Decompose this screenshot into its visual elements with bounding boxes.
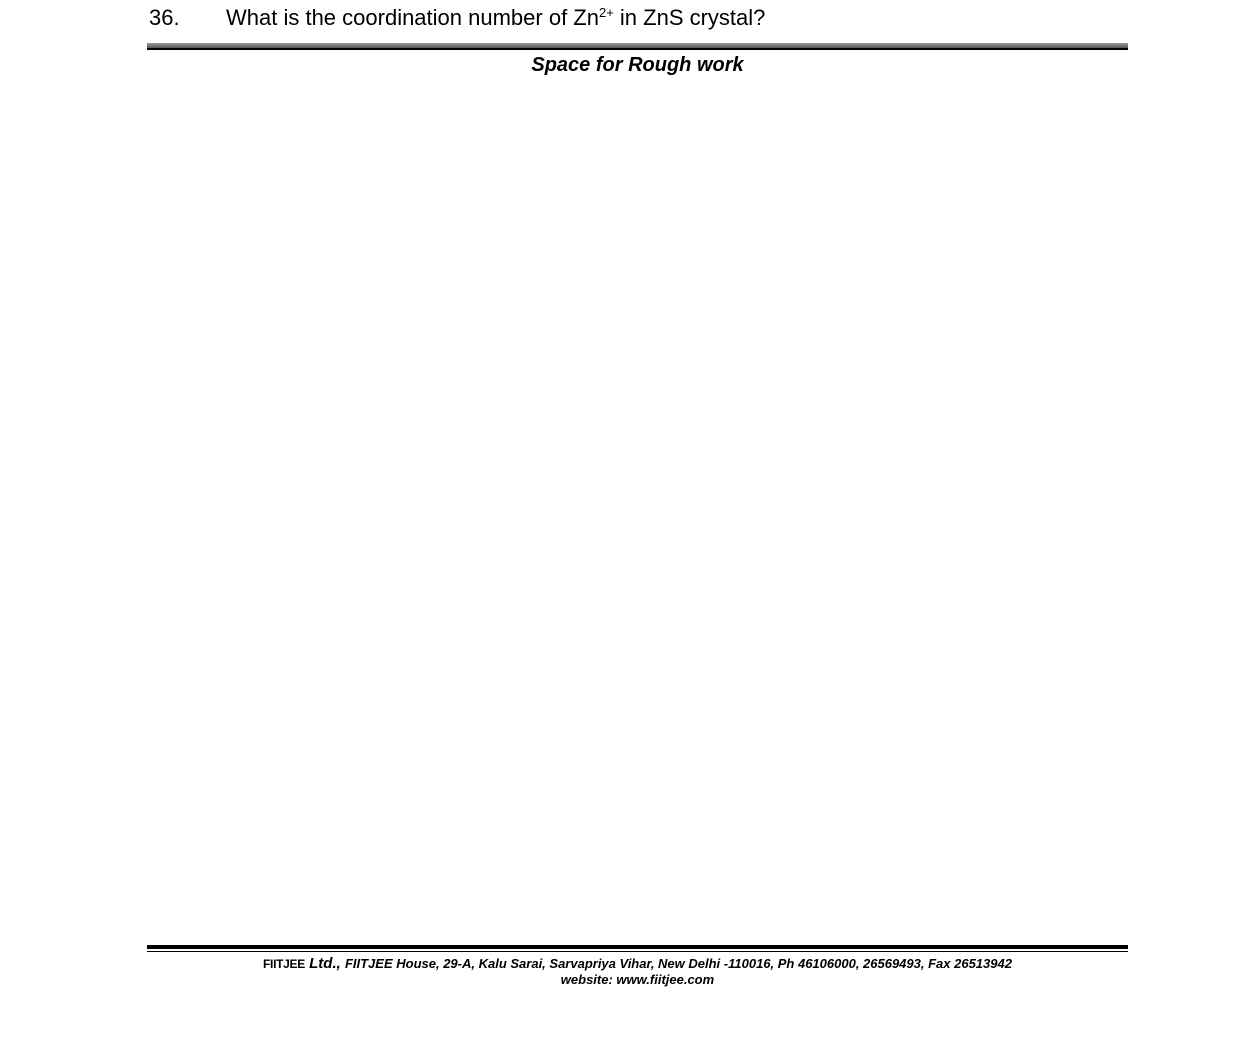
footer-website: website: www.fiitjee.com — [560, 972, 715, 987]
question-text-before: What is the coordination number of Zn — [226, 5, 599, 30]
footer-ltd: Ltd., — [304, 955, 345, 972]
page-footer — [147, 956, 1128, 988]
footer-divider-thin — [147, 951, 1128, 952]
rough-work-label: Space for Rough work — [531, 54, 744, 76]
question-text-after: in ZnS crystal? — [613, 5, 766, 30]
question-text — [226, 5, 765, 30]
header-divider — [147, 43, 1128, 51]
question-line — [149, 4, 765, 32]
footer-divider — [147, 945, 1128, 952]
header-divider-black — [147, 48, 1128, 50]
charge-superscript: 2+ — [598, 5, 614, 20]
footer-address-line — [147, 956, 1128, 972]
footer-address: FIITJEE House, 29-A, Kalu Sarai, Sarvapriya Vihar, New Delhi -110016, Ph 46106000, 26569493, Fax 26513942 — [344, 956, 1012, 971]
question-number: 36. — [149, 5, 180, 30]
footer-brand: FIITJEE — [263, 957, 305, 971]
